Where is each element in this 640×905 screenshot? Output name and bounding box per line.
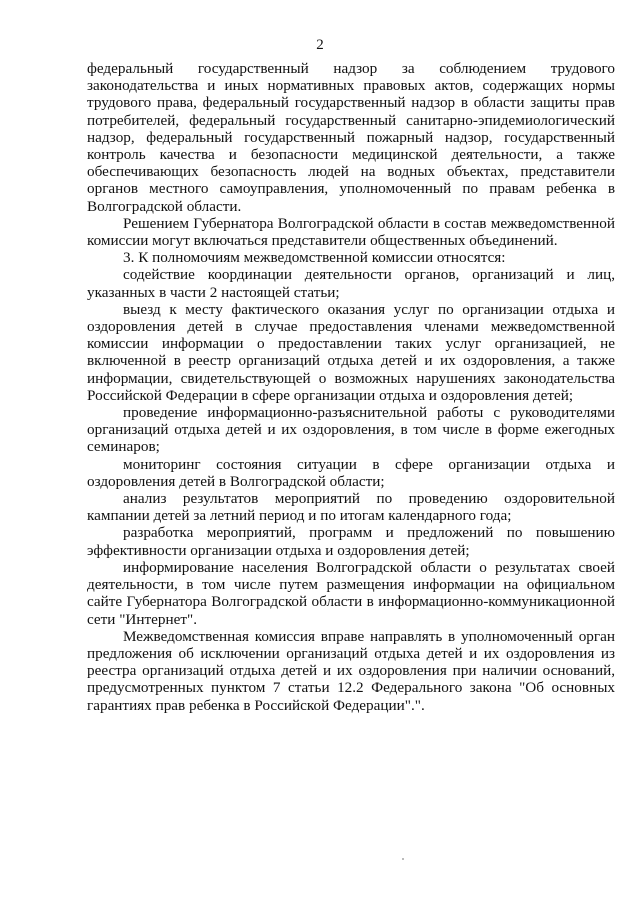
- paragraph-powers-heading: 3. К полномочиям межведомственной комиссии относятся:: [123, 249, 506, 267]
- paragraph-supervisory-bodies: федеральный государственный надзор за соблюдением трудового законодательства и иных нормативных правовых актов, содержащих нормы трудового права, федеральный государственный надзор в области защиты прав потребителей, федеральный государственный санитарно-эпидемиологический надзор, федеральный государственный пожарный надзор, государственный контроль качества и безопасности медицинской деятельности, а также обеспечивающих безопасность людей на водных объектах, представители органов местного самоуправления, уполномоченный по правам ребенка в Волгоградской области.: [87, 60, 615, 215]
- paragraph-explanatory-work: проведение информационно-разъяснительной работы с руководителями организаций отдыха детей и их оздоровления, в том числе в форме ежегодных семинаров;: [87, 404, 615, 456]
- paragraph-commission-rights: Межведомственная комиссия вправе направлять в уполномоченный орган предложения об исключении организаций отдыха детей и их оздоровления из реестра организаций отдыха детей и их оздоровления при наличии оснований, предусмотренных пунктом 7 статьи 12.2 Федерального закона "Об основных гарантиях прав ребенка в Российской Федерации".".: [87, 627, 615, 714]
- paragraph-development: разработка мероприятий, программ и предложений по повышению эффективности организации отдыха и оздоровления детей;: [87, 524, 615, 559]
- paragraph-governor-decision: Решением Губернатора Волгоградской области в состав межведомственной комиссии могут включаться представители общественных объединений.: [87, 214, 615, 250]
- scan-speck: [402, 858, 404, 860]
- paragraph-informing: информирование населения Волгоградской области о результатах своей деятельности, в том числе путем размещения информации на официальном сайте Губернатора Волгоградской области в информационно-коммуникационной сети "Интернет".: [87, 558, 615, 628]
- document-body: [87, 60, 615, 714]
- page-number: 2: [316, 37, 324, 53]
- paragraph-analysis: анализ результатов мероприятий по проведению оздоровительной кампании детей за летний период и по итогам календарного года;: [87, 490, 615, 525]
- paragraph-site-visit: выезд к месту фактического оказания услуг по организации отдыха и оздоровления детей в случае предоставления членами межведомственной комиссии информации о предоставлении таких услуг организацией, не включенной в реестр организаций отдыха детей и их оздоровления, а также информации, свидетельствующей о возможных нарушениях законодательства Российской Федерации в сфере организации отдыха и оздоровления детей;: [87, 300, 615, 404]
- paragraph-monitoring: мониторинг состояния ситуации в сфере организации отдыха и оздоровления детей в Волгоградской области;: [87, 455, 615, 490]
- paragraph-coordination: содействие координации деятельности органов, организаций и лиц, указанных в части 2 настоящей статьи;: [87, 266, 615, 301]
